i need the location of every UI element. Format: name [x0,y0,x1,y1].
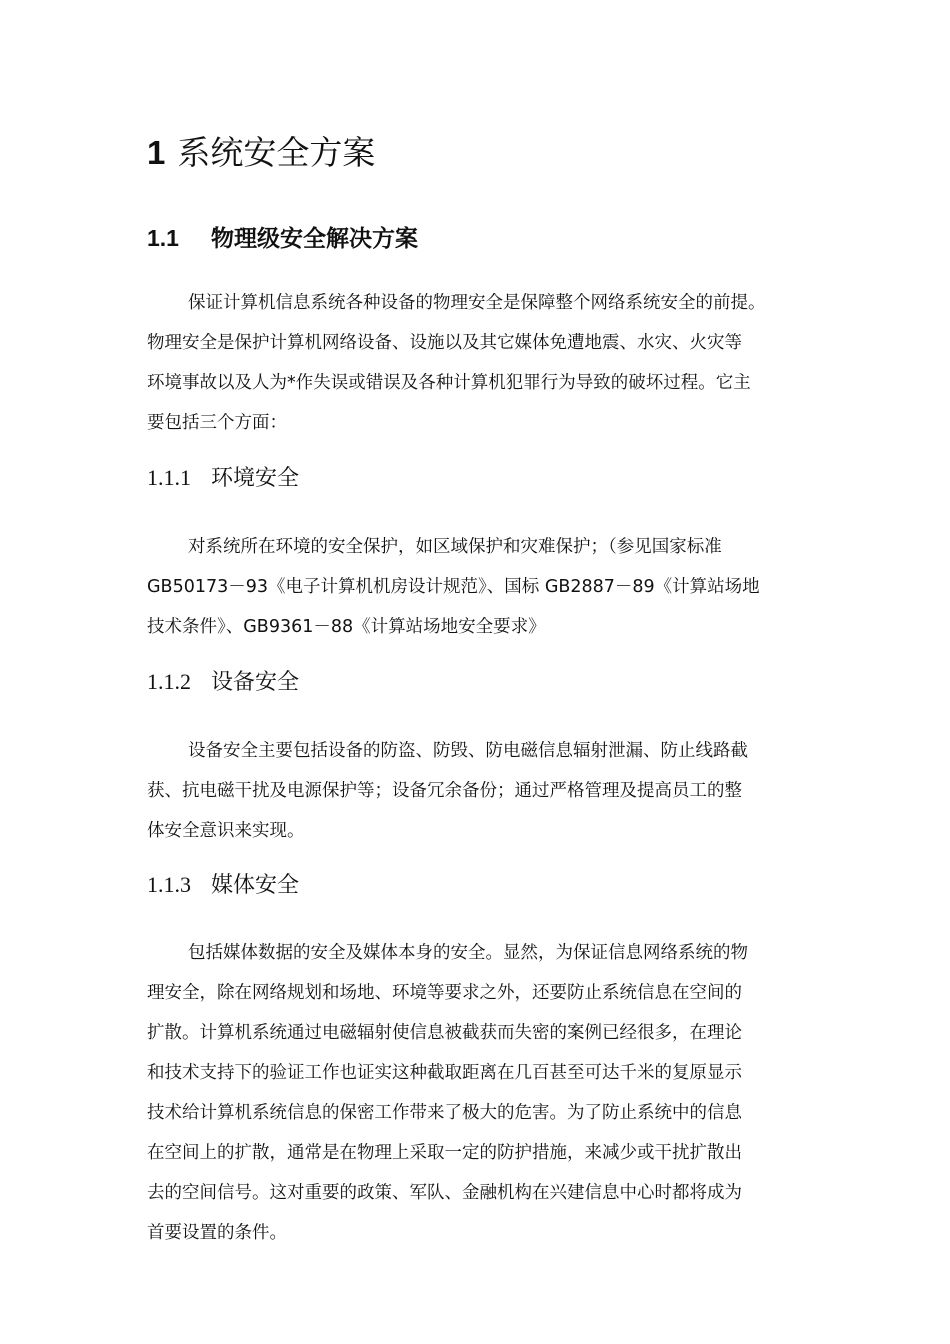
subsection-number: 1.1.2 [147,669,191,694]
subsection-heading-equipment [147,666,299,699]
paragraph-line: 首要设置的条件。 [147,1223,287,1243]
intro-paragraph [147,283,807,443]
subsection-number: 1.1.3 [147,872,191,897]
paragraph-line: 获、抗电磁干扰及电源保护等；设备冗余备份；通过严格管理及提高员工的整 [147,781,742,801]
chapter-heading [147,130,375,176]
paragraph-line: 要包括三个方面： [147,413,287,433]
environment-paragraph [147,527,807,647]
paragraph-line: 在空间上的扩散，通常是在物理上采取一定的防护措施，来减少或干扰扩散出 [147,1143,742,1163]
paragraph-line: 体安全意识来实现。 [147,821,305,841]
subsection-heading-environment [147,462,299,495]
subsection-heading-media [147,869,299,902]
paragraph-line: 对系统所在环境的安全保护，如区域保护和灾难保护；（参见国家标准 [188,537,722,557]
subsection-title: 环境安全 [211,466,300,491]
equipment-paragraph [147,731,807,851]
paragraph-line: 和技术支持下的验证工作也证实这种截取距离在几百甚至可达千米的复原显示 [147,1063,742,1083]
section-heading [147,221,418,256]
paragraph-line: 去的空间信号。这对重要的政策、军队、金融机构在兴建信息中心时都将成为 [147,1183,742,1203]
paragraph-line: 扩散。计算机系统通过电磁辐射使信息被截获而失密的案例已经很多，在理论 [147,1023,742,1043]
paragraph-line: 环境事故以及人为*作失误或错误及各种计算机犯罪行为导致的破坏过程。它主 [147,373,751,393]
paragraph-line: 设备安全主要包括设备的防盗、防毁、防电磁信息辐射泄漏、防止线路截 [188,741,748,761]
media-paragraph [147,933,807,1253]
chapter-number: 1 [147,134,166,171]
section-number: 1.1 [147,225,179,251]
paragraph-line: GB50173－93《电子计算机机房设计规范》、国标 GB2887－89《计算站场地 [147,577,760,597]
paragraph-line: 技术给计算机系统信息的保密工作带来了极大的危害。为了防止系统中的信息 [147,1103,742,1123]
chapter-title: 系统安全方案 [177,133,376,172]
subsection-title: 设备安全 [211,670,300,695]
paragraph-line: 技术条件》、GB9361－88《计算站场地安全要求》 [147,617,546,637]
paragraph-line: 物理安全是保护计算机网络设备、设施以及其它媒体免遭地震、水灾、火灾等 [147,333,742,353]
subsection-number: 1.1.1 [147,465,191,490]
paragraph-line: 理安全，除在网络规划和场地、环境等要求之外，还要防止系统信息在空间的 [147,983,742,1003]
paragraph-line: 包括媒体数据的安全及媒体本身的安全。显然，为保证信息网络系统的物 [188,943,748,963]
section-title: 物理级安全解决方案 [211,226,418,252]
paragraph-line: 保证计算机信息系统各种设备的物理安全是保障整个网络系统安全的前提。 [188,293,766,313]
subsection-title: 媒体安全 [211,873,300,898]
